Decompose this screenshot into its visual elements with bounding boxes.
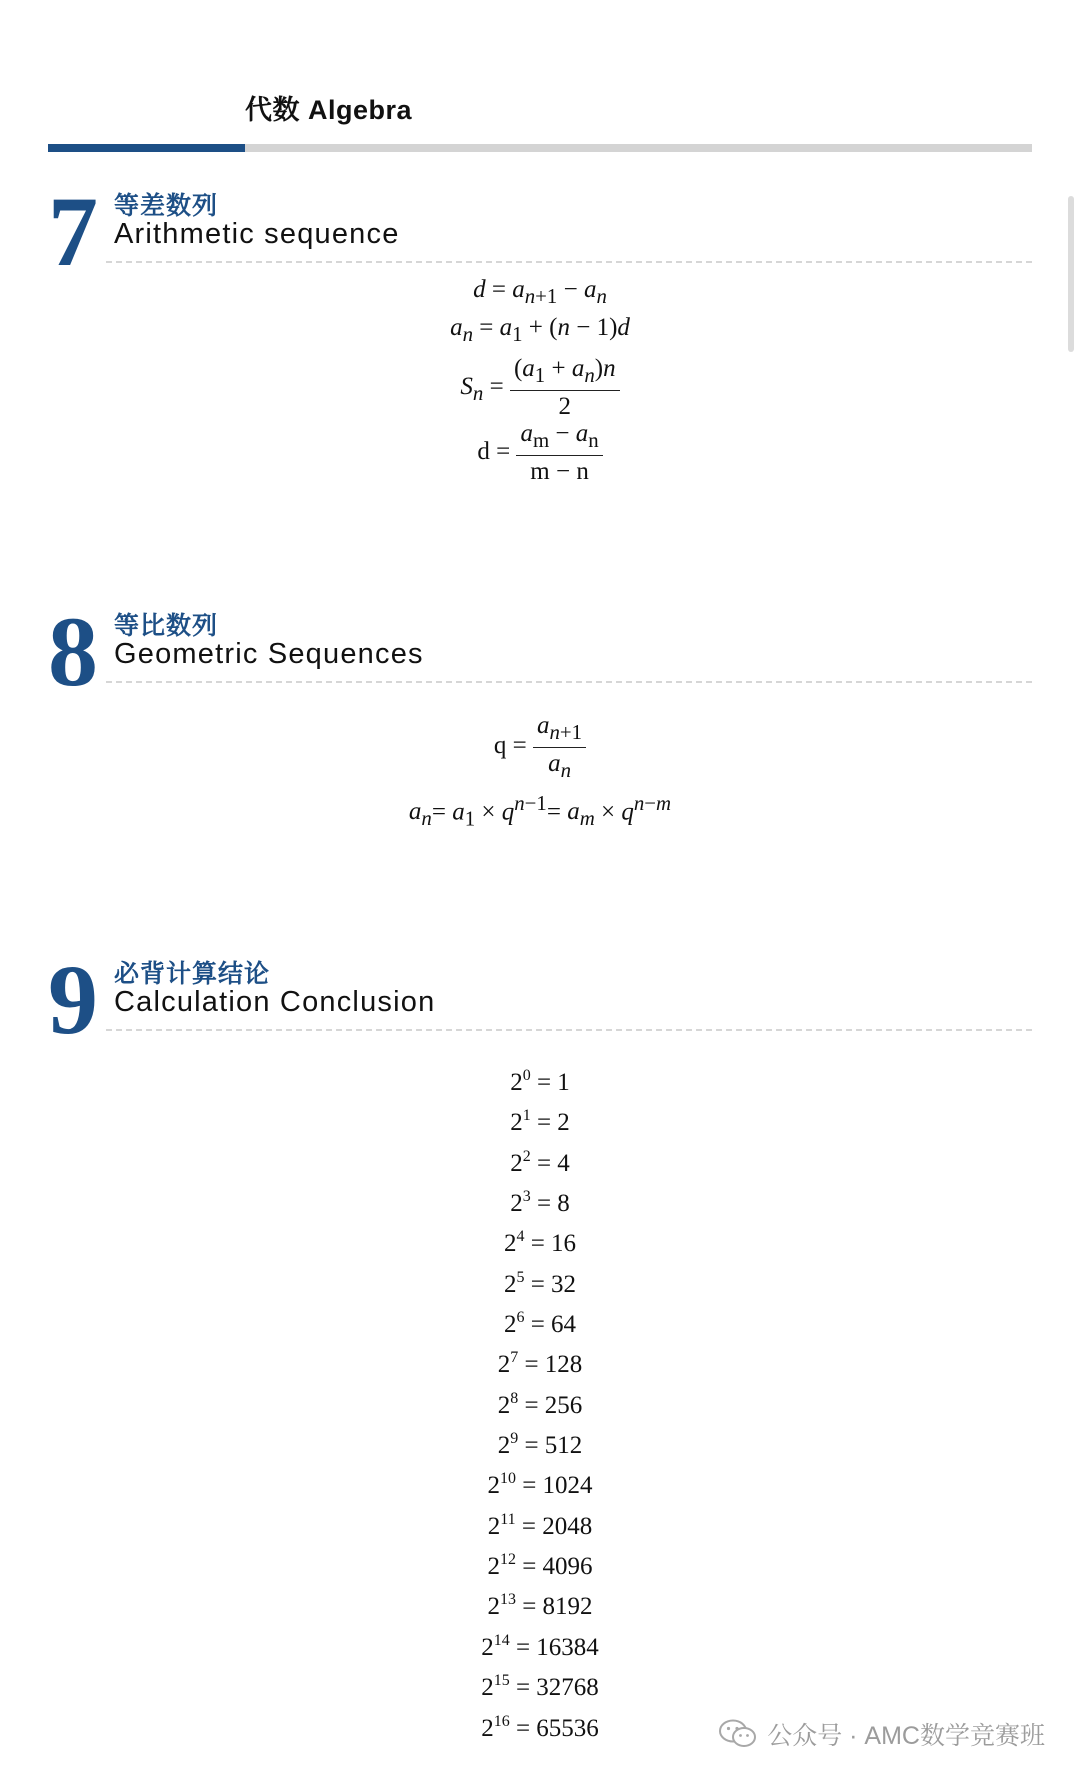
formula-nth-term: $a_n = a_1 + (n - 1)d$ bbox=[450, 314, 630, 346]
section-arithmetic bbox=[48, 176, 1032, 287]
progress-fill bbox=[48, 144, 245, 152]
power-row: $2^8 = 256$ bbox=[497, 1389, 583, 1419]
power-base: 2 bbox=[510, 1190, 523, 1218]
power-row: $2^4 = 16$ bbox=[503, 1228, 577, 1258]
power-base: 2 bbox=[497, 1391, 511, 1419]
section-divider bbox=[106, 681, 1032, 683]
wechat-icon bbox=[719, 1719, 757, 1749]
powers-of-two-list bbox=[0, 1063, 1080, 1749]
power-value: 1 bbox=[557, 1069, 570, 1096]
power-value: 32768 bbox=[536, 1674, 599, 1702]
power-exponent: 9 bbox=[510, 1430, 519, 1448]
footer-text: 公众号 · AMC数学竞赛班 bbox=[767, 1722, 1045, 1750]
power-exponent: 5 bbox=[516, 1268, 525, 1286]
power-value: 8 bbox=[557, 1190, 570, 1218]
power-exponent: 1 bbox=[522, 1107, 531, 1125]
power-exponent: 10 bbox=[499, 1470, 516, 1488]
power-base: 2 bbox=[510, 1149, 523, 1177]
power-value: 1024 bbox=[542, 1472, 593, 1500]
power-exponent: 16 bbox=[493, 1712, 510, 1730]
section-title-zh: 必背计算结论 bbox=[114, 960, 271, 988]
power-row: $2^0 = 1$ bbox=[510, 1067, 570, 1096]
power-row: $2^2 = 4$ bbox=[510, 1147, 570, 1177]
power-base: 2 bbox=[503, 1230, 517, 1258]
power-row: $2^{16} = 65536$ bbox=[481, 1712, 599, 1742]
power-row: $2^{11} = 2048$ bbox=[487, 1510, 593, 1540]
power-row: $2^{12} = 4096$ bbox=[487, 1551, 593, 1581]
power-exponent: 7 bbox=[510, 1349, 519, 1367]
power-row: $2^6 = 64$ bbox=[503, 1309, 577, 1339]
section-number: 7 bbox=[48, 176, 98, 287]
section-title-en: Arithmetic sequence bbox=[114, 218, 400, 250]
power-value: 512 bbox=[544, 1432, 583, 1460]
power-base: 2 bbox=[487, 1553, 500, 1581]
power-value: 8192 bbox=[542, 1593, 593, 1621]
power-base: 2 bbox=[481, 1633, 494, 1661]
power-exponent: 8 bbox=[510, 1389, 519, 1407]
power-base: 2 bbox=[487, 1593, 500, 1621]
power-value: 256 bbox=[544, 1391, 583, 1419]
section-title-en: Calculation Conclusion bbox=[114, 986, 436, 1018]
power-row: $2^5 = 32$ bbox=[503, 1268, 577, 1298]
power-exponent: 6 bbox=[516, 1309, 525, 1327]
formula-sum: $S_n$ = $\frac{(a_1 + a_n)n}{2}$ bbox=[0, 355, 1080, 422]
power-value: 4 bbox=[557, 1149, 570, 1177]
power-row: $2^{15} = 32768$ bbox=[481, 1672, 599, 1702]
section-geometric bbox=[48, 596, 1032, 707]
footer-watermark bbox=[719, 1716, 1045, 1752]
power-row: $2^7 = 128$ bbox=[497, 1349, 583, 1379]
power-value: 65536 bbox=[536, 1714, 599, 1742]
power-exponent: 12 bbox=[499, 1551, 516, 1569]
power-row: $2^1 = 2$ bbox=[510, 1107, 570, 1137]
power-base: 2 bbox=[481, 1674, 494, 1702]
power-exponent: 4 bbox=[516, 1228, 525, 1246]
power-base: 2 bbox=[510, 1069, 523, 1096]
power-value: 4096 bbox=[542, 1553, 593, 1581]
section-divider bbox=[106, 261, 1032, 263]
power-exponent: 3 bbox=[522, 1188, 531, 1206]
power-row: $2^3 = 8$ bbox=[510, 1188, 570, 1218]
power-row: $2^{14} = 16384$ bbox=[481, 1631, 599, 1661]
power-exponent: 13 bbox=[499, 1591, 516, 1609]
power-exponent: 15 bbox=[493, 1672, 510, 1690]
section-divider bbox=[106, 1029, 1032, 1031]
power-exponent: 11 bbox=[500, 1510, 516, 1528]
section-number: 9 bbox=[48, 944, 98, 1055]
section-calculation bbox=[48, 944, 1032, 1055]
power-exponent: 2 bbox=[522, 1147, 531, 1165]
power-base: 2 bbox=[503, 1270, 517, 1298]
power-value: 64 bbox=[551, 1311, 577, 1339]
power-value: 16 bbox=[551, 1230, 577, 1258]
section-title-en: Geometric Sequences bbox=[114, 638, 424, 670]
power-exponent: 0 bbox=[522, 1067, 531, 1084]
section-title-zh: 等差数列 bbox=[114, 192, 219, 220]
section-number: 8 bbox=[48, 596, 98, 707]
power-value: 128 bbox=[544, 1351, 583, 1379]
formula-common-difference: $d = a_{n+1} - a_n$ bbox=[473, 276, 607, 308]
power-row: $2^9 = 512$ bbox=[497, 1430, 583, 1460]
progress-track bbox=[48, 144, 1032, 152]
formula-difference-from-terms: d = $\frac{a_m - a_n}{m - n}$ bbox=[0, 420, 1080, 487]
section-title-zh: 等比数列 bbox=[114, 612, 219, 640]
power-base: 2 bbox=[497, 1432, 511, 1460]
power-base: 2 bbox=[503, 1311, 517, 1339]
power-row: $2^{10} = 1024$ bbox=[487, 1470, 593, 1500]
power-value: 32 bbox=[551, 1270, 577, 1298]
power-base: 2 bbox=[481, 1714, 494, 1742]
power-exponent: 14 bbox=[493, 1631, 510, 1649]
power-value: 2048 bbox=[542, 1512, 593, 1540]
power-base: 2 bbox=[497, 1351, 511, 1379]
power-base: 2 bbox=[487, 1512, 501, 1540]
page-header: 代数 Algebra bbox=[245, 95, 413, 125]
formula-geometric-nth-term: $a_n= a_1 \times q^{n-1}= a_m \times q^{n-m}$ bbox=[408, 791, 672, 831]
power-row: $2^{13} = 8192$ bbox=[487, 1591, 593, 1621]
formula-common-ratio: q = $\frac{a_{n+1}}{a_n}$ bbox=[0, 712, 1080, 783]
power-base: 2 bbox=[487, 1472, 500, 1500]
power-value: 16384 bbox=[536, 1633, 599, 1661]
power-value: 2 bbox=[557, 1109, 570, 1137]
power-base: 2 bbox=[510, 1109, 523, 1137]
